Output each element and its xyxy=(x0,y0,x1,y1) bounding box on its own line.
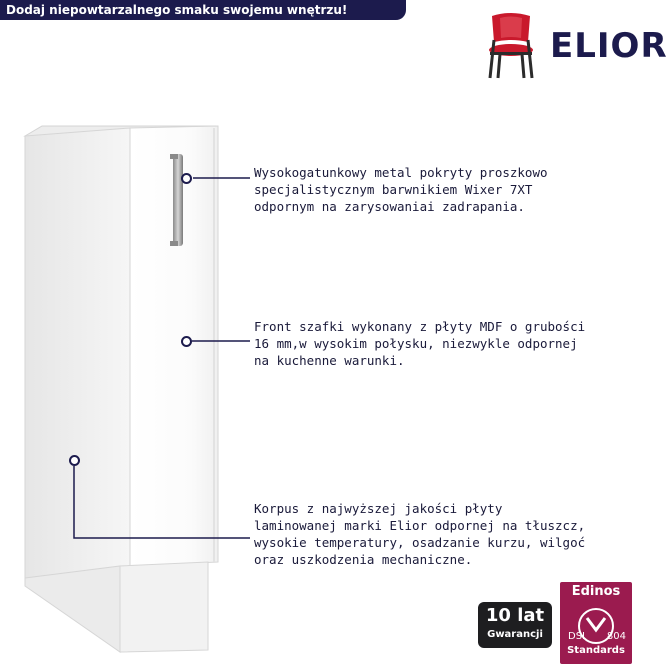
warranty-label: Gwarancji xyxy=(487,629,543,640)
certification-code-left: DSI xyxy=(568,631,585,642)
certification-code-right: 804 xyxy=(606,631,626,642)
annotation-front xyxy=(254,318,585,369)
annotation-line: odpornym na zarysowaniai zadrapania. xyxy=(254,199,525,214)
warranty-badge xyxy=(478,602,552,648)
certification-label: Standards xyxy=(567,645,625,656)
certification-brand: Edinos xyxy=(571,584,621,599)
callout-body-dot xyxy=(69,455,80,466)
annotation-body xyxy=(254,500,585,568)
brand-name: ELIOR xyxy=(550,26,668,66)
promo-banner-text: Dodaj niepowtarzalnego smaku swojemu wnętrzu! xyxy=(6,3,348,17)
annotation-line: Wysokogatunkowy metal pokryty proszkowo xyxy=(254,165,548,180)
annotation-line: specjalistycznym barwnikiem Wixer 7XT xyxy=(254,182,533,197)
annotation-line: Front szafki wykonany z płyty MDF o grubości xyxy=(254,319,586,334)
annotation-line: oraz uszkodzenia mechaniczne. xyxy=(254,552,473,567)
annotation-handle xyxy=(254,164,548,215)
callout-front-dot xyxy=(181,336,192,347)
annotation-line: Korpus z najwyższej jakości płyty xyxy=(254,501,503,516)
annotation-line: na kuchenne warunki. xyxy=(254,353,405,368)
annotation-line: wysokie temperatury, osadzanie kurzu, wilgoć xyxy=(254,535,586,550)
annotation-line: 16 mm,w wysokim połysku, niezwykle odpornej xyxy=(254,336,578,351)
callout-handle-dot xyxy=(181,173,192,184)
warranty-years: 10 lat xyxy=(485,605,545,626)
annotation-line: laminowanej marki Elior odpornej na tłuszcz, xyxy=(254,518,586,533)
certification-badge xyxy=(560,582,632,664)
